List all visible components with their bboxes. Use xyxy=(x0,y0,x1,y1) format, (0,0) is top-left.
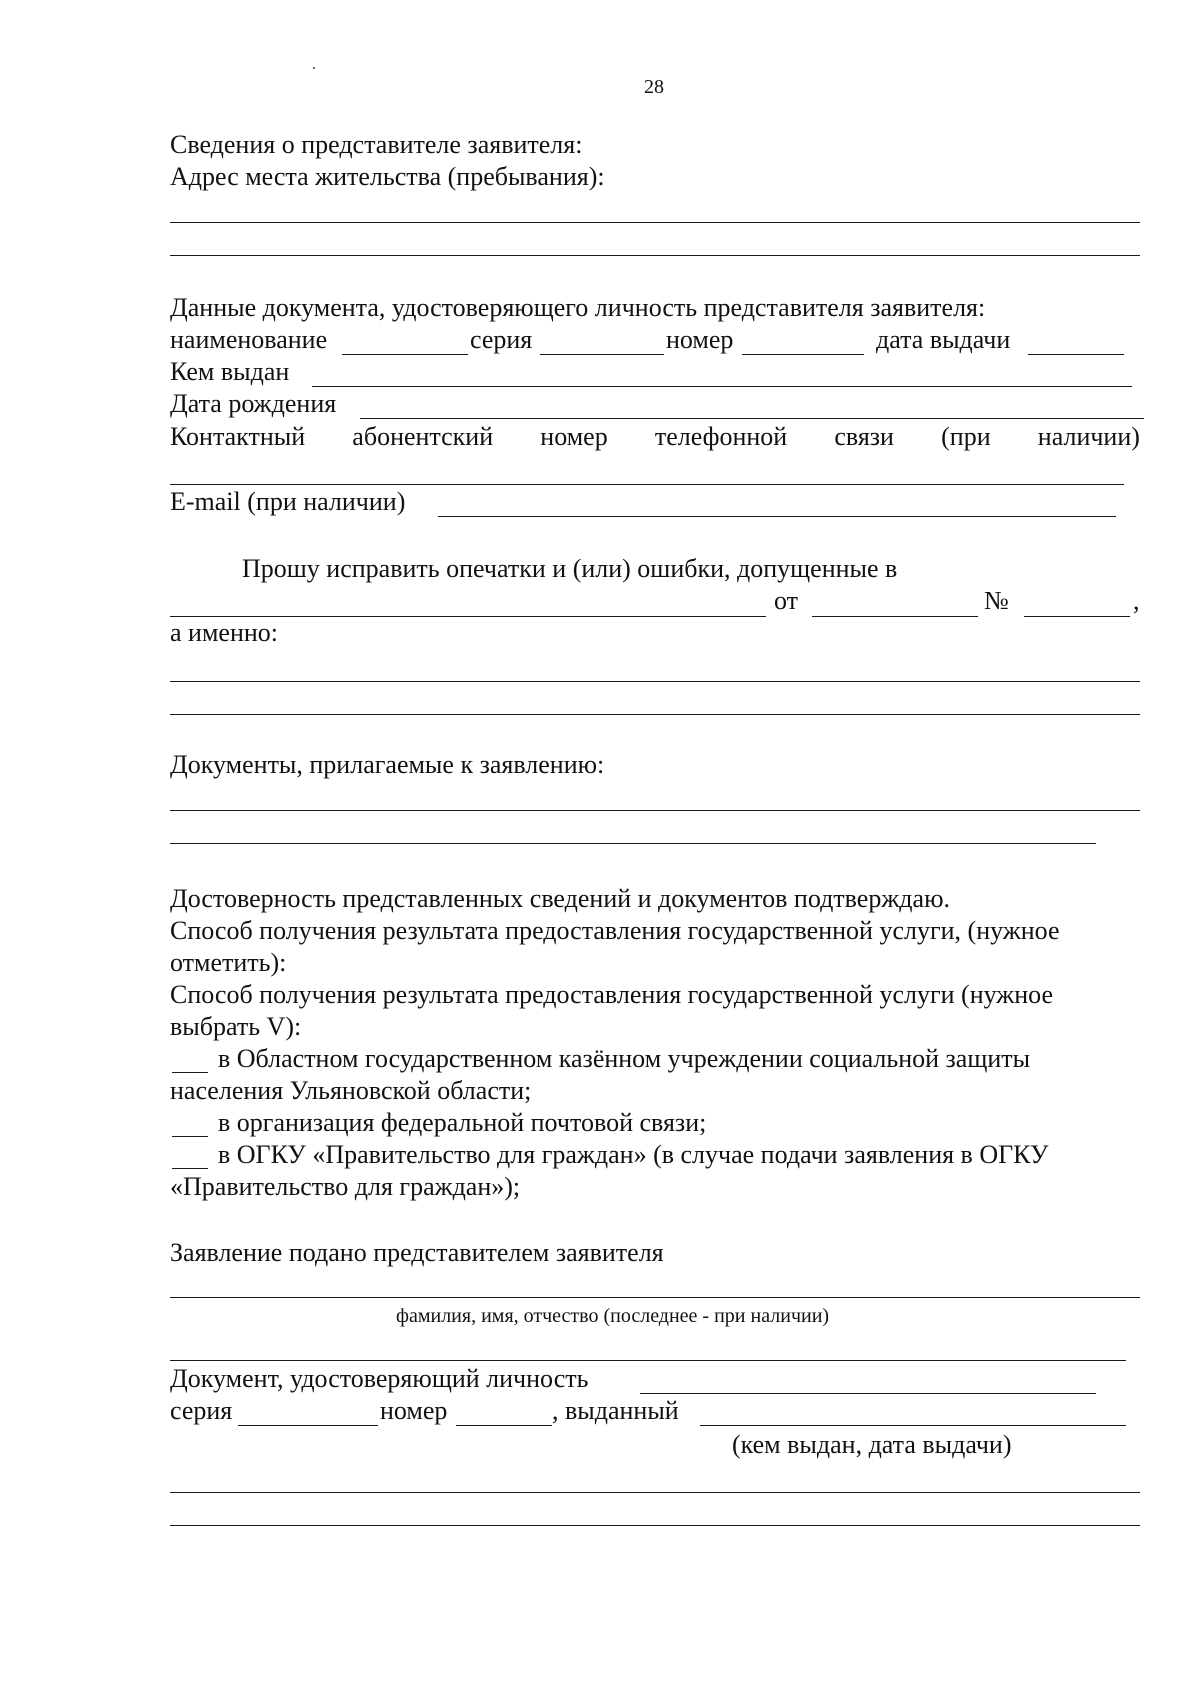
option-3-text-cont: «Правительство для граждан»); xyxy=(170,1172,521,1201)
birth-date-label: Дата рождения xyxy=(170,389,337,418)
attachments-field-line-1[interactable] xyxy=(170,810,1140,811)
address-label: Адрес места жительства (пребывания): xyxy=(170,162,605,191)
correction-date-field[interactable] xyxy=(812,616,978,617)
submission-doc-field[interactable] xyxy=(640,1393,1096,1394)
method-text-1: Способ получения результата предоставления государственной услуги, (нужное xyxy=(170,916,1060,945)
doc-series-label: серия xyxy=(470,325,533,354)
namely-field-line-1[interactable] xyxy=(170,681,1140,682)
submission-number-field[interactable] xyxy=(456,1425,552,1426)
page-number: 28 xyxy=(644,76,664,98)
phone-word: (при xyxy=(941,422,991,451)
correction-comma: , xyxy=(1133,586,1140,615)
correction-document-field[interactable] xyxy=(170,616,766,617)
option-2-text: в организация федеральной почтовой связи; xyxy=(218,1108,707,1137)
doc-series-field[interactable] xyxy=(540,354,664,355)
doc-number-label: номер xyxy=(666,325,734,354)
method-text-1-cont: отметить): xyxy=(170,948,287,977)
submission-issued-field[interactable] xyxy=(700,1425,1126,1426)
email-label: E-mail (при наличии) xyxy=(170,487,406,516)
attachments-heading: Документы, прилагаемые к заявлению: xyxy=(170,750,605,779)
representative-fio-field[interactable] xyxy=(170,1297,1140,1298)
fio-caption: фамилия, имя, отчество (последнее - при наличии) xyxy=(396,1305,830,1327)
submission-number-label: номер xyxy=(380,1396,448,1425)
method-text-2: Способ получения результата предоставления государственной услуги (нужное xyxy=(170,980,1054,1009)
doc-issue-date-label: дата выдачи xyxy=(876,325,1011,354)
doc-name-field[interactable] xyxy=(342,354,468,355)
namely-field-line-2[interactable] xyxy=(170,714,1140,715)
birth-date-field[interactable] xyxy=(360,418,1144,419)
doc-issue-date-field[interactable] xyxy=(1028,354,1124,355)
phone-word: абонентский xyxy=(352,422,494,451)
fio-extra-line[interactable] xyxy=(170,1360,1126,1361)
scan-speck xyxy=(313,67,315,69)
option-2-checkbox-line[interactable] xyxy=(172,1136,208,1137)
issued-by-label: Кем выдан xyxy=(170,357,290,386)
submission-issued-label: , выданный xyxy=(552,1396,679,1425)
phone-word: связи xyxy=(834,422,894,451)
option-1-text-cont: населения Ульяновской области; xyxy=(170,1076,532,1105)
correction-number-sign: № xyxy=(984,586,1009,615)
confirmation-text: Достоверность представленных сведений и документов подтверждаю. xyxy=(170,884,950,913)
submission-heading: Заявление подано представителем заявителя xyxy=(170,1238,664,1267)
option-3-checkbox-line[interactable] xyxy=(172,1168,208,1169)
doc-number-field[interactable] xyxy=(742,354,864,355)
correction-request-text: Прошу исправить опечатки и (или) ошибки, допущенные в xyxy=(242,554,898,583)
method-text-2-cont: выбрать V): xyxy=(170,1012,302,1041)
issued-caption: (кем выдан, дата выдачи) xyxy=(732,1430,1012,1459)
submission-series-label: серия xyxy=(170,1396,233,1425)
address-field-line-2[interactable] xyxy=(170,255,1140,256)
phone-field[interactable] xyxy=(170,484,1124,485)
issued-by-field[interactable] xyxy=(312,386,1132,387)
issued-extra-line-2[interactable] xyxy=(170,1525,1140,1526)
phone-word: наличии) xyxy=(1037,422,1140,451)
attachments-field-line-2[interactable] xyxy=(170,843,1096,844)
option-3-text: в ОГКУ «Правительство для граждан» (в случае подачи заявления в ОГКУ xyxy=(218,1140,1049,1169)
phone-word: телефонной xyxy=(654,422,788,451)
namely-label: а именно: xyxy=(170,618,278,647)
phone-word: Контактный xyxy=(170,422,306,451)
phone-word: номер xyxy=(540,422,608,451)
representative-heading: Сведения о представителе заявителя: xyxy=(170,130,583,159)
option-1-checkbox-line[interactable] xyxy=(172,1072,208,1073)
email-field[interactable] xyxy=(438,516,1116,517)
submission-series-field[interactable] xyxy=(238,1425,378,1426)
submission-doc-label: Документ, удостоверяющий личность xyxy=(170,1364,589,1393)
correction-from-label: от xyxy=(774,586,799,615)
address-field-line-1[interactable] xyxy=(170,222,1140,223)
identity-doc-heading: Данные документа, удостоверяющего личность представителя заявителя: xyxy=(170,293,986,322)
doc-name-label: наименование xyxy=(170,325,328,354)
phone-label xyxy=(170,422,1140,452)
option-1-text: в Областном государственном казённом учреждении социальной защиты xyxy=(218,1044,1031,1073)
correction-number-field[interactable] xyxy=(1024,616,1130,617)
issued-extra-line-1[interactable] xyxy=(170,1492,1140,1493)
